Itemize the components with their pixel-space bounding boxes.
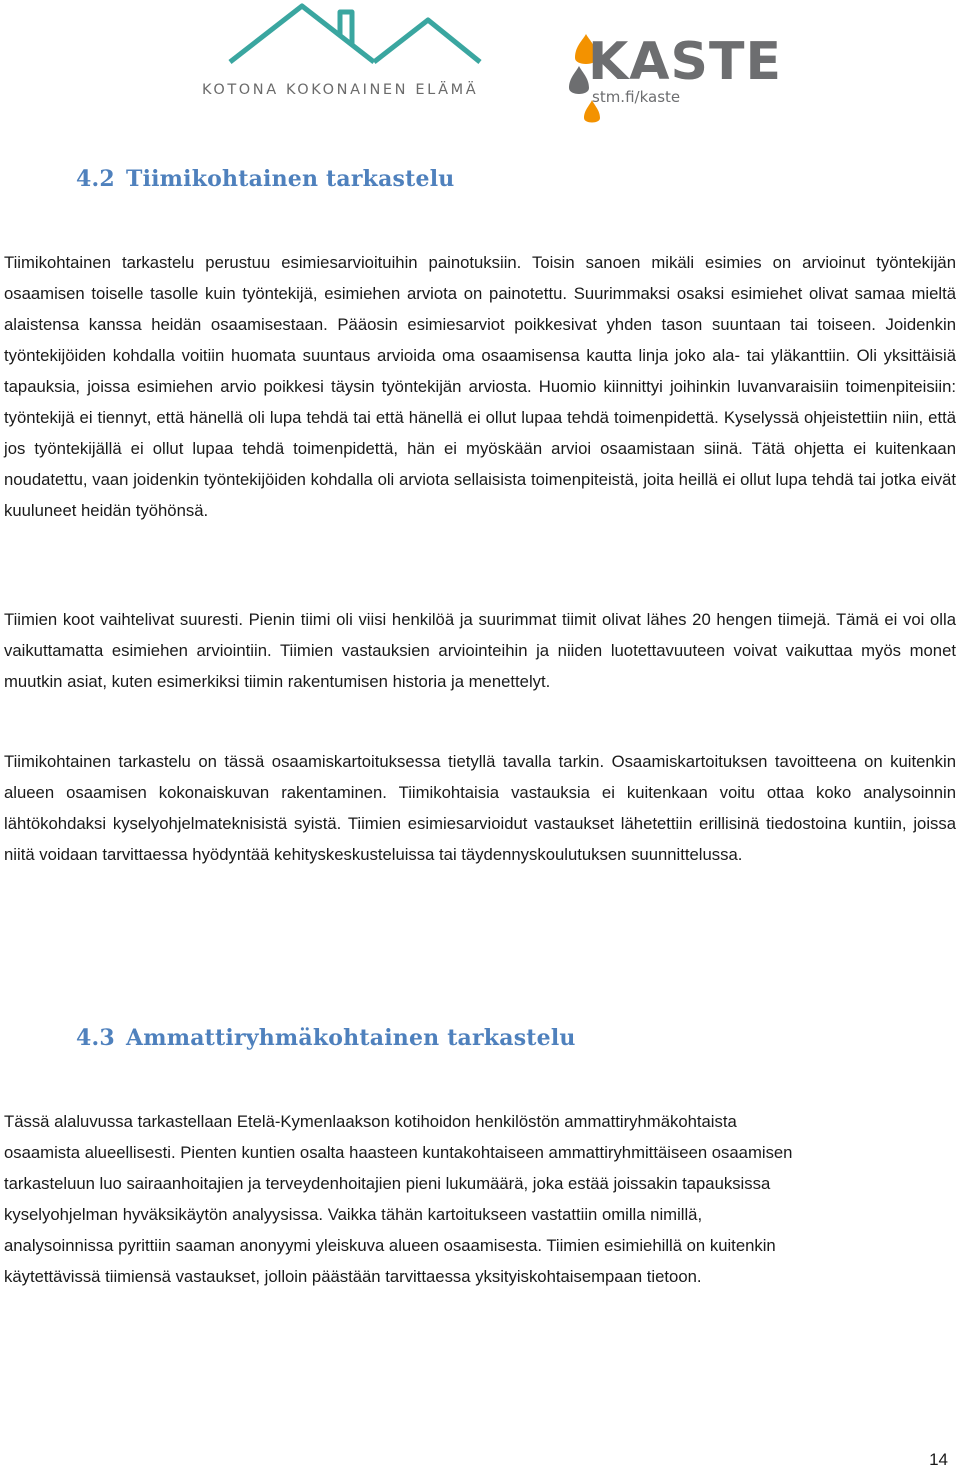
- paragraph-4-3-1: [4, 1106, 956, 1292]
- kaste-logo-text: KASTE: [588, 32, 782, 92]
- text-line: Tässä alaluvussa tarkastellaan Etelä-Kymenlaakson kotihoidon henkilöstön ammattiryhmäkohtaista: [4, 1112, 737, 1131]
- section-number: 4.3: [76, 1025, 115, 1051]
- paragraph-4-2-1: Tiimikohtainen tarkastelu perustuu esimiesarvioituihin painotuksiin. Toisin sanoen mikäli esimies on arvioinut työntekijän osaamisen toiselle tasolle kuin työntekijä, esimiehen arviota on painotettu. Suurimmaksi osaksi esimiehet olivat samaa mieltä alaistensa kanssa heidän osaamisestaan. Pääosin esimiesarviot poikkesivat yhden tason suuntaan tai toiseen. Joidenkin työntekijöiden kohdalla voitiin huomata suuntaus arvioida oma osaamisensa kautta linja joko ala- tai yläkanttiin. Oli yksittäisiä tapauksia, joissa esimiehen arvio poikkesi täysin työntekijän arviosta. Huomio kiinnittyi joihinkin luvanvaraisiin toimenpiteisiin: työntekijä ei tiennyt, että hänellä oli lupa tehdä tai että hänellä ei ollut lupaa tehdä toimenpidettä. Kyselyssä ohjeistettiin niin, että jos työntekijällä ei ollut lupaa tehdä toimenpidettä, hän ei myöskään arvioi osaamistaan siinä. Tätä ohjetta ei kuitenkaan noudatettu, vaan joidenkin työntekijöiden kohdalla oli arviota sellaisista toimenpiteistä, joita heillä ei ollut lupa tehdä tai jotka eivät kuuluneet heidän työhönsä.: [4, 253, 956, 520]
- section-heading-4-2: [76, 166, 454, 192]
- paragraph-4-2-2: Tiimien koot vaihtelivat suuresti. Pienin tiimi oli viisi henkilöä ja suurimmat tiimit olivat lähes 20 hengen tiimejä. Tämä ei voi olla vaikuttamatta esimiehen arviointiin. Tiimien vastauksien arviointeihin ja niiden luotettavuuteen voivat vaikuttaa myös monet muutkin asiat, kuten esimerkiksi tiimin rakentumisen historia ja menettelyt.: [4, 610, 956, 691]
- paragraph-4-2-3: Tiimikohtainen tarkastelu on tässä osaamiskartoituksessa tietyllä tavalla tarkin. Osaamiskartoituksen tavoitteena on kuitenkin alueen osaamisen kokonaiskuvan rakentaminen. Tiimikohtaisia vastauksia ei kuitenkaan voitu ottaa koko analysoinnin lähtökohdaksi kyselyohjelmateknisistä syistä. Tiimien esimiesarvioidut vastaukset lähetettiin erillisinä tiedostoina kuntiin, joissa niitä voidaan tarvittaessa hyödyntää kehityskeskusteluissa tai täydennyskoulutuksen suunnittelussa.: [4, 752, 956, 864]
- logo-tagline: KOTONA KOKONAINEN ELÄMÄ: [202, 82, 479, 98]
- text-line: analysoinnissa pyrittiin saaman anonyymi yleiskuva alueen osaamisesta. Tiimien esimiehillä on kuitenkin: [4, 1236, 776, 1255]
- section-heading-4-3: [76, 1025, 576, 1051]
- kaste-logo-url: stm.fi/kaste: [592, 88, 681, 106]
- header-logos: [190, 0, 790, 130]
- section-title: Tiimikohtainen tarkastelu: [126, 166, 455, 192]
- text-line: tarkasteluun luo sairaanhoitajien ja terveydenhoitajien pieni lukumäärä, joka estää joissakin tapauksissa: [4, 1174, 771, 1193]
- page-number: 14: [929, 1450, 948, 1469]
- text-line: käytettävissä tiimiensä vastaukset, jolloin päästään tarvittaessa yksityiskohtaisempaan tietoon.: [4, 1267, 702, 1286]
- section-number: 4.2: [76, 166, 115, 192]
- text-line: osaamista alueellisesti. Pienten kuntien osalta haasteen kuntakohtaiseen ammattiryhmittäiseen osaamisen: [4, 1143, 793, 1162]
- text-line: kyselyohjelman hyväksikäytön analyysissa. Vaikka tähän kartoitukseen vastattiin omilla nimillä,: [4, 1205, 703, 1224]
- section-title: Ammattiryhmäkohtainen tarkastelu: [126, 1025, 576, 1051]
